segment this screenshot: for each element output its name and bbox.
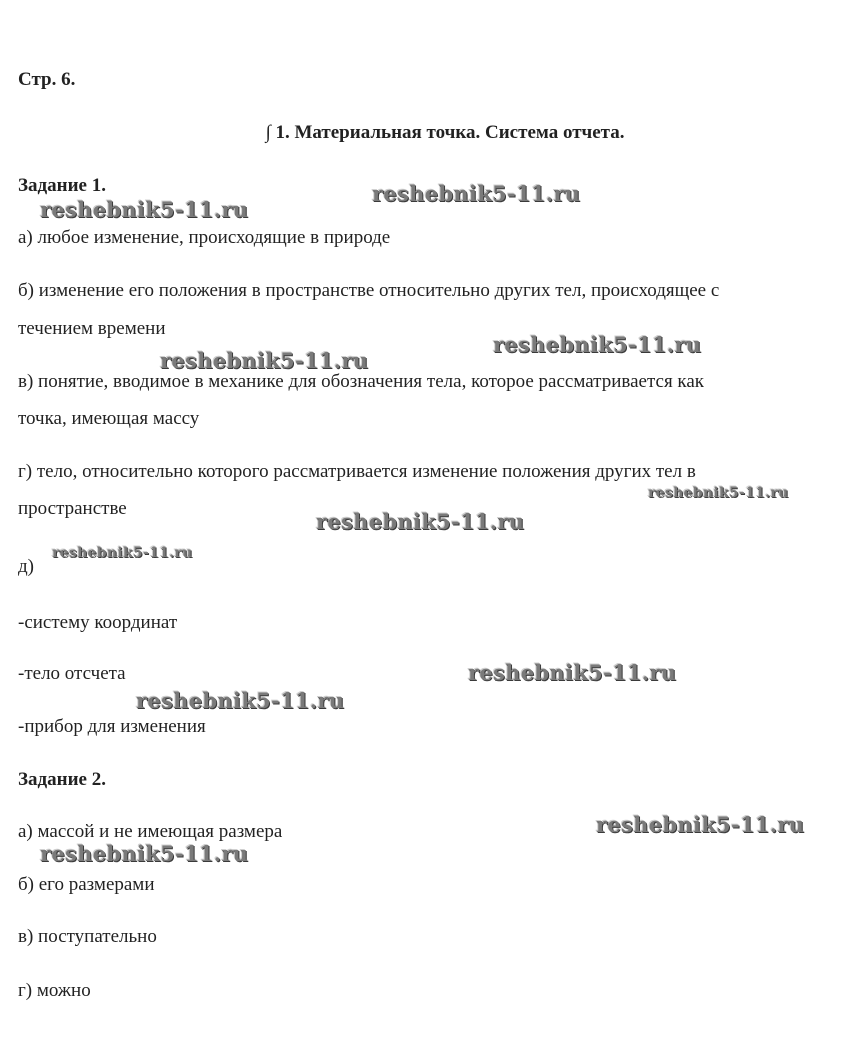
section-title: ∫ 1. Материальная точка. Система отчета. [265,122,625,143]
task1-answer-d-item: -прибор для изменения [18,716,206,737]
watermark: reshebnik5-11.ru [648,485,789,501]
watermark: reshebnik5-11.ru [372,181,581,206]
task1-answer-d-item: -систему координат [18,612,178,633]
task1-answer-g-line1: г) тело, относительно которого рассматривается изменение положения других тел в [18,461,696,482]
watermark: reshebnik5-11.ru [40,197,249,222]
watermark: reshebnik5-11.ru [468,660,677,685]
task1-heading: Задание 1. [18,175,106,196]
task1-answer-v-line1: в) понятие, вводимое в механике для обозначения тела, которое рассматривается как [18,371,705,392]
task1-answer-b-line2: течением времени [18,318,166,339]
watermark: reshebnik5-11.ru [493,332,702,357]
task1-answer-b-line1: б) изменение его положения в пространстве относительно других тел, происходящее с [18,280,720,301]
task1-answer-a: а) любое изменение, происходящие в природе [18,227,391,248]
task2-answer-b: б) его размерами [18,874,155,895]
task2-heading: Задание 2. [18,769,106,790]
task1-answer-d: д) [18,556,34,577]
task1-answer-d-item: -тело отсчета [18,663,126,684]
task2-answer-g: г) можно [18,980,91,1001]
watermark: reshebnik5-11.ru [40,841,249,866]
page-label: Стр. 6. [18,69,76,90]
task1-answer-v-line2: точка, имеющая массу [18,408,200,429]
watermark: reshebnik5-11.ru [52,545,193,561]
task2-answer-a: а) массой и не имеющая размера [18,821,283,842]
watermark: reshebnik5-11.ru [596,812,805,837]
watermark: reshebnik5-11.ru [136,688,345,713]
watermark: reshebnik5-11.ru [160,348,369,373]
task2-answer-v: в) поступательно [18,926,157,947]
task1-answer-g-line2: пространстве [18,498,127,519]
watermark: reshebnik5-11.ru [316,509,525,534]
